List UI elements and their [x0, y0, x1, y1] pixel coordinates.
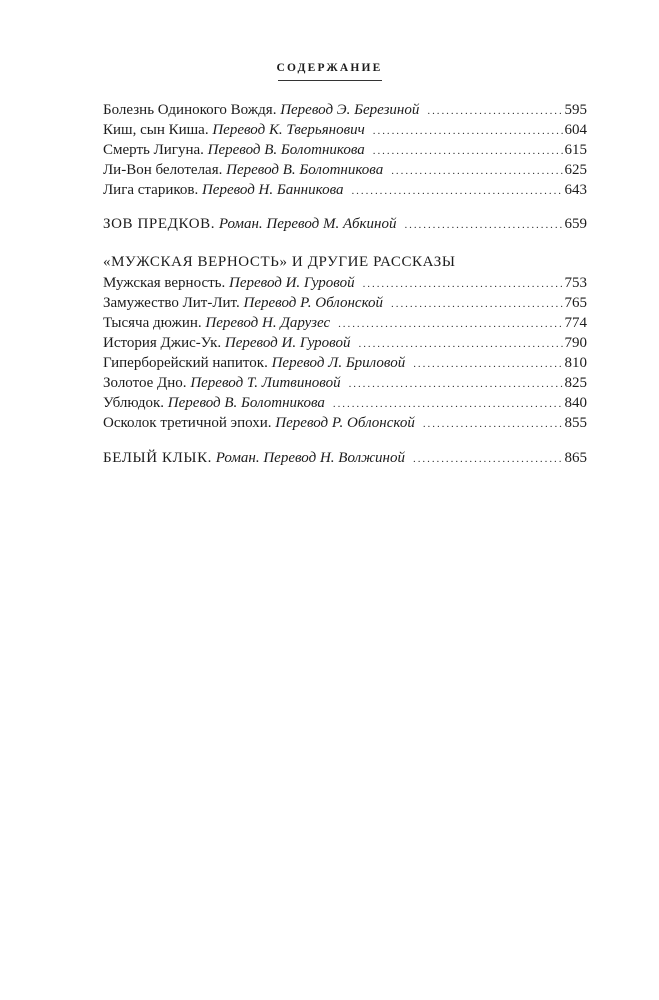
entry-translator: Перевод Э. Березиной [280, 102, 420, 118]
entry-title: Лига стариков. [103, 182, 199, 199]
entry-translator: Перевод К. Тверьянович [212, 122, 365, 139]
leader-dots [373, 141, 563, 161]
leader-dots [359, 334, 563, 354]
entry-translator: Перевод Н. Дарузес [205, 314, 331, 331]
entry-page: 643 [564, 182, 587, 199]
entry-title: Киш, сын Киша. [103, 122, 209, 139]
entry-title: БЕЛЫЙ КЛЫК. [103, 450, 213, 467]
leader-dots [349, 374, 563, 394]
entry-translator: Перевод Р. Облонской [275, 415, 415, 432]
toc-entry[interactable] [103, 180, 587, 200]
entry-page: 825 [564, 375, 587, 392]
toc-entry[interactable] [103, 333, 587, 353]
entry-page: 604 [564, 122, 587, 139]
toc-entry[interactable] [103, 120, 587, 140]
section-heading: «МУЖСКАЯ ВЕРНОСТЬ» И ДРУГИЕ РАССКАЗЫ [103, 253, 456, 270]
entry-title: История Джис-Ук. [103, 334, 222, 351]
leader-dots [427, 101, 562, 121]
leader-dots [333, 394, 563, 414]
entry-title: Болезнь Одинокого Вождя. [103, 102, 277, 118]
toc-entry[interactable] [103, 313, 587, 333]
toc-entry[interactable] [103, 353, 587, 373]
entry-page: 595 [564, 102, 587, 118]
entry-translator: Перевод В. Болотникова [226, 162, 384, 179]
entry-translator: Перевод И. Гуровой [224, 334, 351, 351]
leader-dots [391, 294, 562, 314]
entry-page: 790 [564, 334, 587, 351]
entry-title: Ублюдок. [103, 395, 165, 412]
leader-dots [423, 414, 563, 434]
entry-translator: Перевод Л. Бриловой [271, 354, 406, 371]
entry-title: ЗОВ ПРЕДКОВ. [103, 216, 216, 233]
entry-page: 774 [564, 314, 587, 331]
entry-title: Ли-Вон белотелая. [103, 162, 223, 179]
leader-dots [391, 161, 562, 181]
toc-entry[interactable] [103, 373, 587, 393]
leader-dots [363, 274, 563, 294]
entry-translator: Перевод В. Болотникова [207, 142, 365, 159]
entry-page: 810 [564, 354, 587, 371]
entry-title: Замужество Лит-Лит. [103, 294, 240, 311]
page-title: СОДЕРЖАНИЕ [276, 62, 383, 74]
toc-entry[interactable] [103, 273, 587, 293]
entry-title: Гиперборейский напиток. [103, 354, 268, 371]
entry-translator: Перевод Р. Облонской [243, 294, 384, 311]
entry-translator: Перевод Т. Литвиновой [190, 375, 341, 392]
entry-translator: Перевод В. Болотникова [167, 395, 325, 412]
entry-title: Тысяча дюжин. [103, 314, 202, 331]
entry-page: 865 [564, 450, 587, 467]
toc-entry[interactable] [103, 293, 587, 313]
entry-translator: Роман. Перевод М. Абкиной [218, 216, 397, 233]
entry-page: 615 [564, 142, 587, 159]
toc-entry[interactable] [103, 393, 587, 413]
leader-dots [373, 121, 563, 141]
entry-translator: Перевод И. Гуровой [229, 274, 355, 291]
leader-dots [338, 314, 562, 334]
spacer [103, 433, 587, 448]
entry-page: 765 [564, 294, 587, 311]
entry-title: Мужская верность. [103, 274, 226, 291]
entry-title: Золотое Дно. [103, 375, 187, 392]
leader-dots [413, 354, 562, 374]
toc-entry-novel[interactable] [103, 448, 587, 468]
leader-dots [413, 449, 562, 469]
entry-translator: Роман. Перевод Н. Волжиной [215, 450, 406, 467]
entry-page: 753 [564, 274, 587, 291]
table-of-contents [103, 100, 587, 468]
toc-entry[interactable] [103, 140, 587, 160]
leader-dots [351, 181, 562, 201]
page-header [0, 62, 659, 81]
entry-page: 840 [564, 395, 587, 412]
toc-entry[interactable] [103, 160, 587, 180]
entry-page: 659 [564, 216, 587, 233]
entry-title: Осколок третичной эпохи. [103, 415, 272, 432]
spacer [103, 235, 587, 251]
entry-translator: Перевод Н. Банникова [201, 182, 344, 199]
toc-entry[interactable] [103, 413, 587, 433]
toc-entry[interactable] [103, 100, 587, 120]
toc-entry-novel[interactable] [103, 214, 587, 234]
leader-dots [404, 215, 562, 235]
entry-title: Смерть Лигуна. [103, 142, 204, 159]
entry-page: 625 [564, 162, 587, 179]
spacer [103, 200, 587, 214]
entry-page: 855 [564, 415, 587, 432]
header-rule [278, 80, 382, 81]
